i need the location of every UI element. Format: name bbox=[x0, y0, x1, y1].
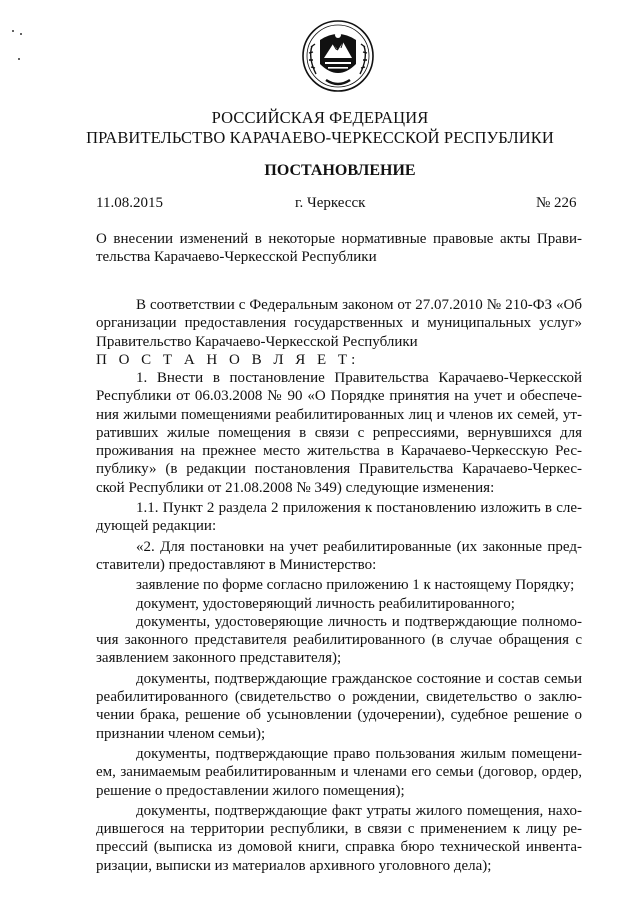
body-line: 1.1. Пункт 2 раздела 2 приложения к постановлению изложить в сле- bbox=[136, 500, 582, 517]
body-line: реабилитированного (свидетельство о рождении, свидетельство о заклю- bbox=[96, 689, 582, 706]
body-line: документы, подтверждающие гражданское состояние и состав семьи bbox=[136, 670, 582, 687]
subject-line: тельства Карачаево-Черкесской Республики bbox=[96, 249, 377, 266]
preamble-line: организации предоставления государственных и муниципальных услуг» bbox=[96, 315, 582, 332]
body-line: дующей редакции: bbox=[96, 518, 217, 535]
resolves-heading: П О С Т А Н О В Л Я Е Т: bbox=[96, 351, 360, 368]
body-line: 1. Внести в постановление Правительства Карачаево-Черкесской bbox=[136, 370, 582, 386]
document-type-title: ПОСТАНОВЛЕНИЕ bbox=[264, 162, 416, 179]
body-line: проживания на прежнее место жительства в Карачаево-Черкесскую Рес- bbox=[96, 443, 582, 460]
body-line: ской Республики от 21.08.2008 № 349) следующие изменения: bbox=[96, 479, 495, 496]
body-line: ративших жилые помещения в связи с репрессиями, вернувшихся для bbox=[96, 424, 582, 441]
preamble-line: В соответствии с Федеральным законом от 27.07.2010 № 210-ФЗ «Об bbox=[136, 297, 582, 313]
body-line: ния жилыми помещениями реабилитированных лиц и членов их семей, ут- bbox=[96, 406, 582, 423]
preamble-line: Правительство Карачаево-Черкесской Республики bbox=[96, 333, 418, 350]
scan-speck bbox=[20, 33, 22, 35]
country-heading: РОССИЙСКАЯ ФЕДЕРАЦИЯ bbox=[211, 108, 429, 127]
scan-speck bbox=[12, 30, 14, 32]
body-line: ставители) предоставляют в Министерство: bbox=[96, 556, 377, 573]
body-line: признании членом семьи); bbox=[96, 725, 266, 742]
body-line: прессий (выписка из домовой книги, справка бюро технической инвента- bbox=[96, 839, 582, 856]
body-line: «2. Для постановки на учет реабилитированные (их законные пред- bbox=[136, 538, 582, 555]
body-line: документы, подтверждающие право пользования жилым помещени- bbox=[136, 745, 582, 762]
body-line: публику» (в редакции постановления Правительства Карачаево-Черкес- bbox=[96, 461, 582, 478]
document-date: 11.08.2015 bbox=[96, 195, 163, 211]
document-city: г. Черкесск bbox=[295, 195, 366, 211]
body-line: ем, занимаемым реабилитированным и членами его семьи (договор, ордер, bbox=[96, 764, 582, 781]
body-line: чия законного представителя реабилитированного (в случае обращения с bbox=[96, 632, 582, 649]
resolution-body bbox=[96, 369, 582, 875]
body-line: заявление по форме согласно приложению 1 к настоящему Порядку; bbox=[136, 577, 575, 594]
body-line: документ, удостоверяющий личность реабилитированного; bbox=[136, 595, 515, 612]
scan-speck bbox=[18, 58, 20, 60]
government-heading: ПРАВИТЕЛЬСТВО КАРАЧАЕВО-ЧЕРКЕССКОЙ РЕСПУБЛИКИ bbox=[86, 128, 554, 147]
body-line: решение о предоставлении жилого помещения); bbox=[96, 782, 405, 799]
body-line: ризации, выписки из материалов архивного уголовного дела); bbox=[96, 857, 492, 874]
body-line: заявлением законного представителя); bbox=[96, 650, 342, 667]
coat-of-arms-emblem bbox=[300, 18, 376, 94]
body-line: дившегося на территории республики, в связи с применением к лицу ре- bbox=[96, 821, 582, 838]
preamble bbox=[96, 296, 582, 369]
body-line: документы, подтверждающие факт утраты жилого помещения, нахо- bbox=[136, 802, 582, 819]
document-number: № 226 bbox=[536, 195, 577, 211]
subject-line: О внесении изменений в некоторые нормативные правовые акты Прави- bbox=[96, 231, 582, 247]
body-line: Республики от 06.03.2008 № 90 «О Порядке принятия на учет и обеспече- bbox=[96, 388, 582, 405]
body-line: чении брака, решение об усыновлении (удочерении), судебное решение о bbox=[96, 707, 582, 724]
body-line: документы, удостоверяющие личность и подтверждающие полномо- bbox=[136, 613, 582, 630]
document-subject bbox=[96, 230, 582, 267]
